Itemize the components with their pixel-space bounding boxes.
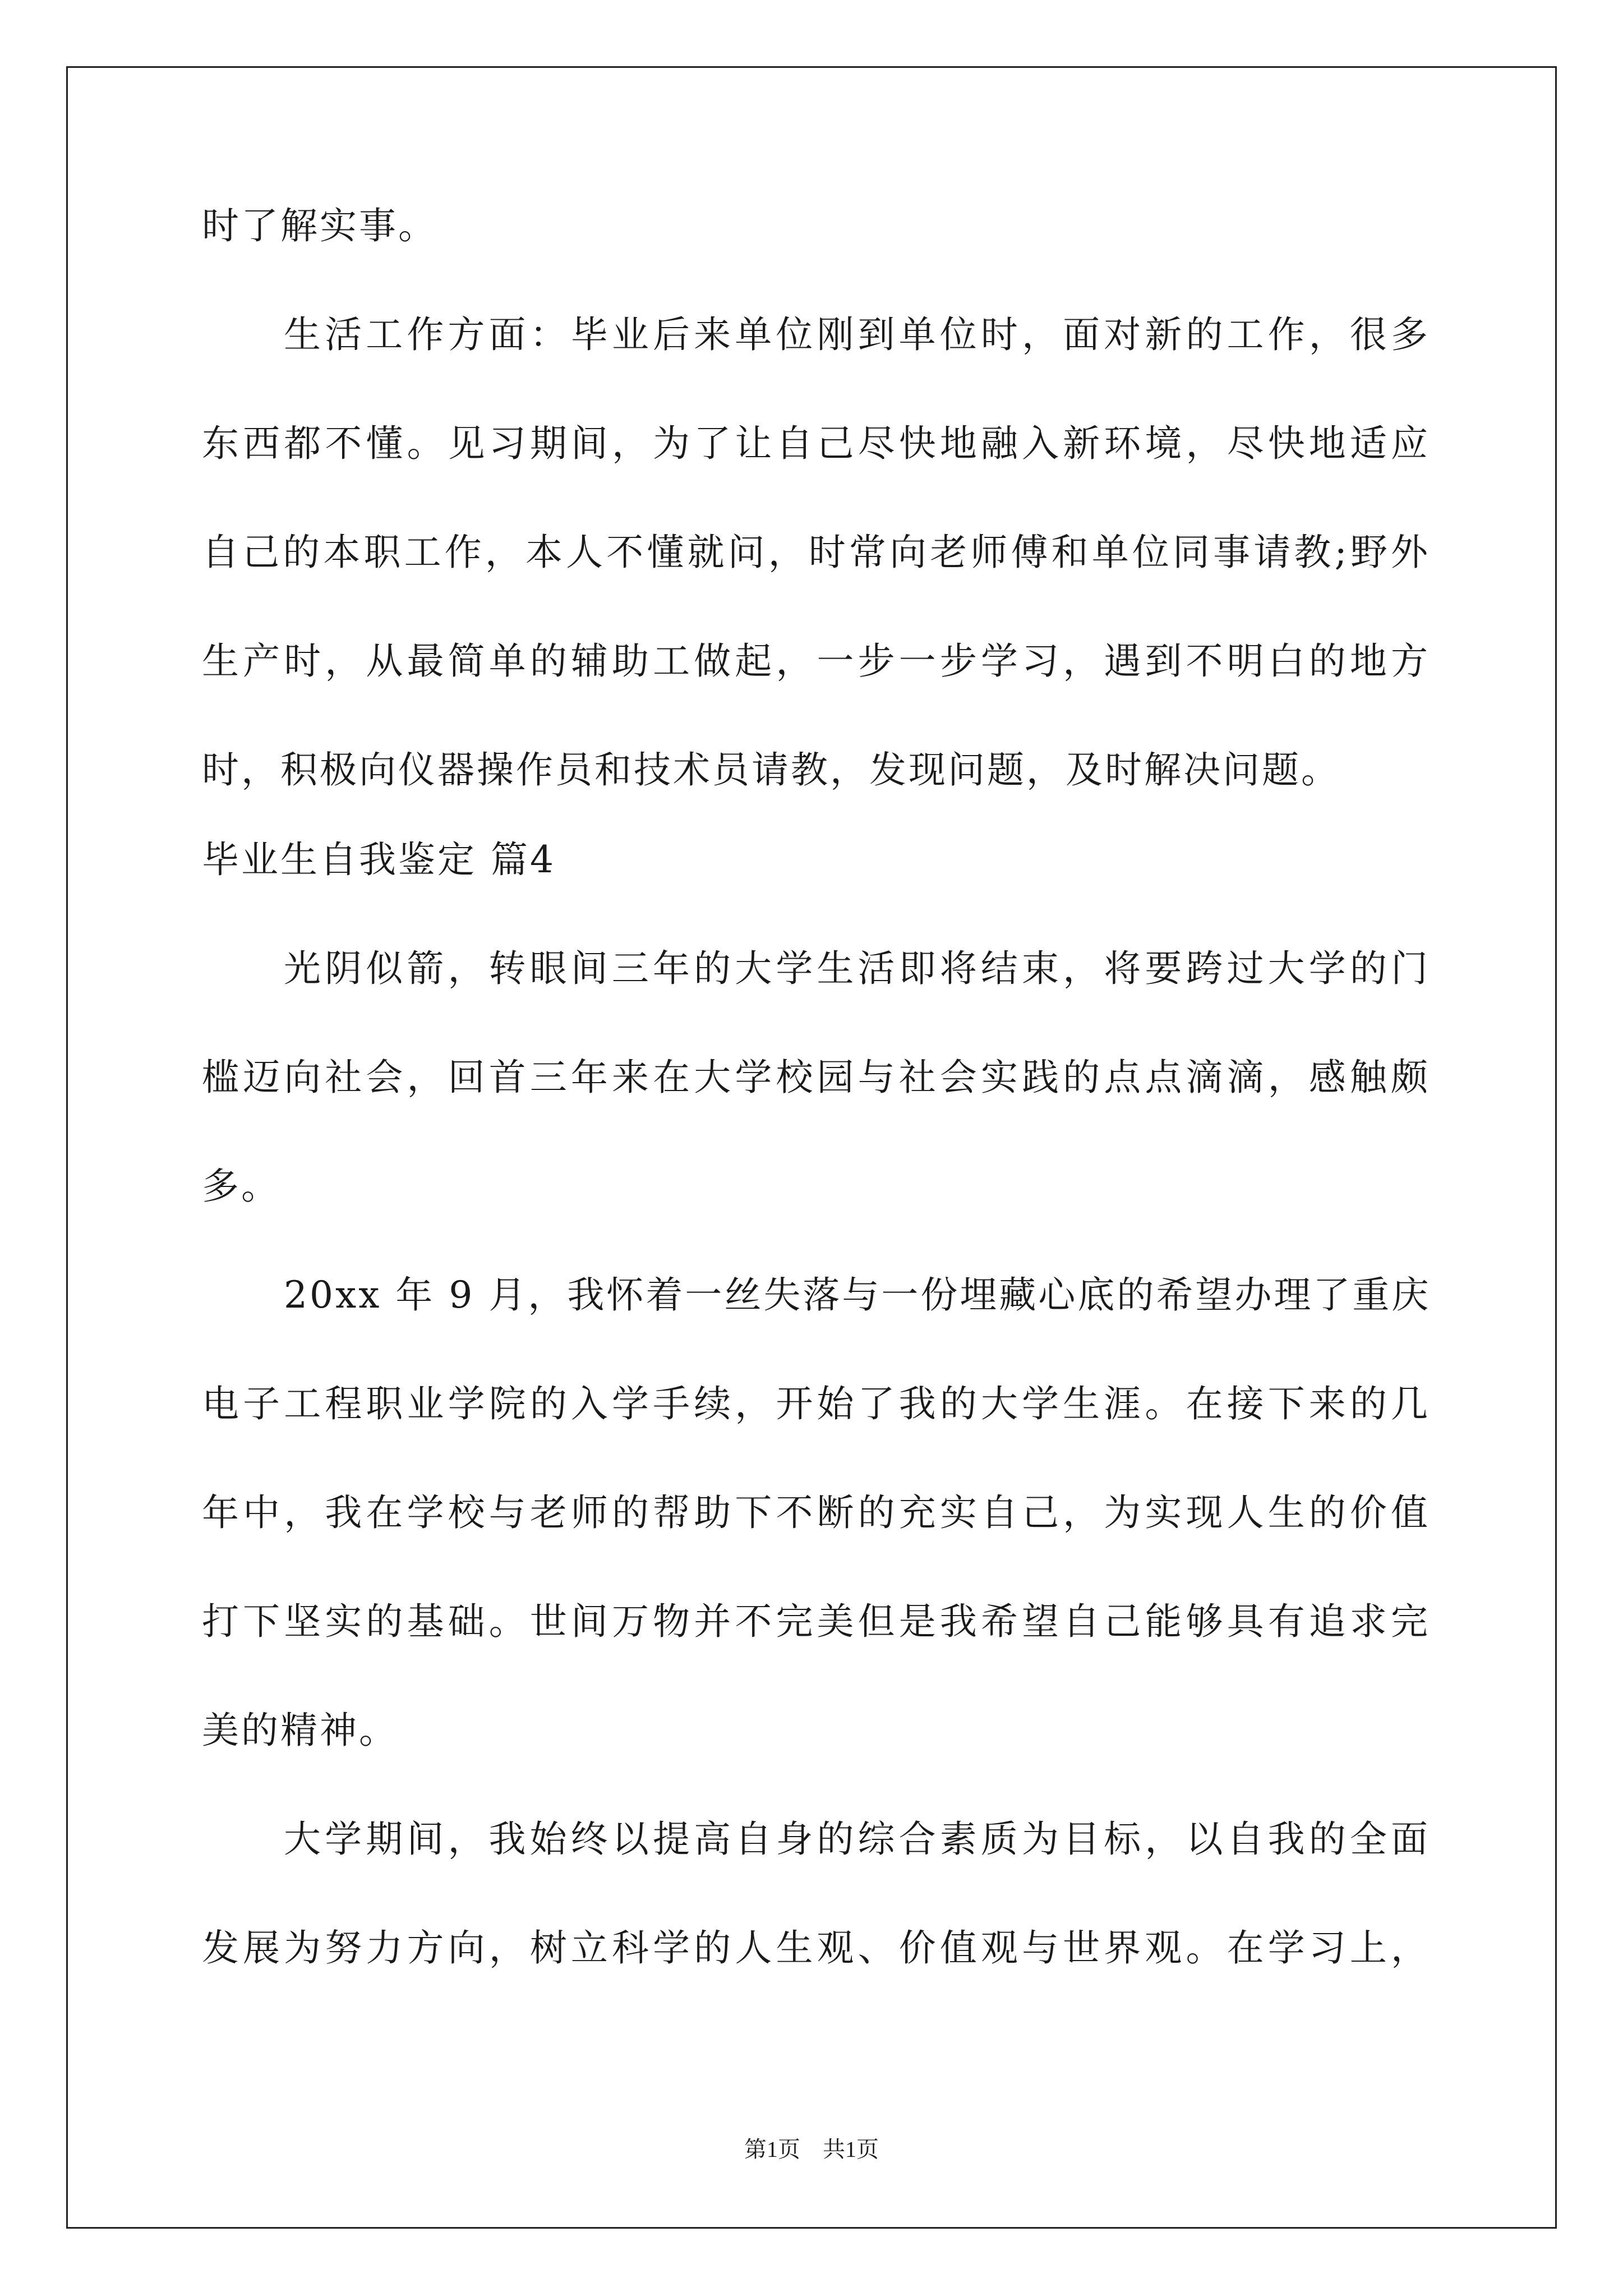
- text-line: 时，积极向仪器操作员和技术员请教，发现问题，及时解决问题。: [202, 748, 1340, 792]
- text-line: 生活工作方面：毕业后来单位刚到单位时，面对新的工作，很多: [284, 313, 1430, 356]
- text-line: 打下坚实的基础。世间万物并不完美但是我希望自己能够具有追求完: [202, 1600, 1430, 1643]
- text-line: 美的精神。: [202, 1709, 398, 1752]
- text-line: 发展为努力方向，树立科学的人生观、价值观与世界观。在学习上，: [202, 1926, 1430, 1970]
- paragraph: [202, 1273, 1431, 1752]
- section-heading: 毕业生自我鉴定 篇4: [202, 838, 556, 881]
- paragraph: [202, 313, 1430, 792]
- paragraph: [202, 204, 1430, 247]
- paragraph: [202, 947, 1430, 1208]
- text-line: 大学期间，我始终以提高自身的综合素质为目标，以自我的全面: [284, 1818, 1430, 1861]
- text-line: 年中，我在学校与老师的帮助下不断的充实自己，为实现人生的价值: [202, 1491, 1430, 1534]
- text-line: 光阴似箭，转眼间三年的大学生活即将结束，将要跨过大学的门: [284, 947, 1430, 990]
- text-line: 生产时，从最简单的辅助工做起，一步一步学习，遇到不明白的地方: [202, 639, 1430, 683]
- text-line: 时了解实事。: [202, 204, 437, 247]
- text-line: 多。: [202, 1165, 280, 1208]
- text-line: 电子工程职业学院的入学手续，开始了我的大学生涯。在接下来的几: [202, 1382, 1430, 1425]
- text-line: 东西都不懂。见习期间，为了让自己尽快地融入新环境，尽快地适应: [202, 422, 1430, 465]
- text-line: 20xx 年 9 月，我怀着一丝失落与一份埋藏心底的希望办理了重庆: [284, 1273, 1431, 1317]
- paragraph: [202, 1818, 1430, 1970]
- text-line: 自己的本职工作，本人不懂就问，时常向老师傅和单位同事请教;野外: [202, 531, 1430, 574]
- document-body: [202, 204, 1431, 1970]
- page-number: 第1页 共1页: [744, 2137, 879, 2162]
- text-line: 槛迈向社会，回首三年来在大学校园与社会实践的点点滴滴，感触颇: [202, 1056, 1430, 1099]
